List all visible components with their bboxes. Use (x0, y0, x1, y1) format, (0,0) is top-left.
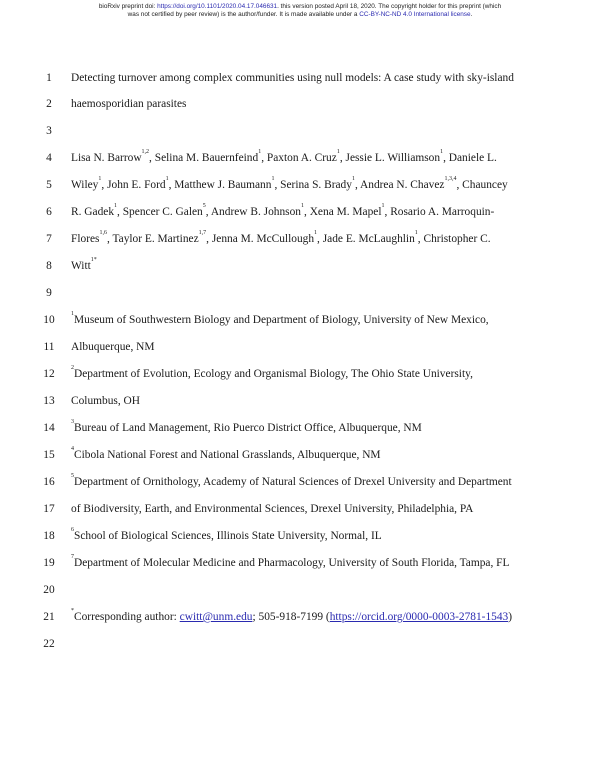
author-list-line-1: Lisa N. Barrow$^{1,2}$, Selina M. Bauernfeind$^1$, Paxton A. Cruz$^1$, Jessie L. Williamson$^1$, Daniele L. (71, 149, 497, 164)
line-number: 12 (43, 368, 55, 380)
header-license-prefix: was not certified by peer review) is the author/funder. It is made available under a (127, 11, 360, 19)
email-link[interactable]: cwitt@unm.edu (179, 611, 253, 623)
manuscript-line-14 (0, 420, 600, 436)
affiliation-6: $^6$School of Biological Sciences, Illinois State University, Normal, IL (71, 527, 382, 542)
line-number: 14 (43, 422, 55, 434)
manuscript-line-16 (0, 474, 600, 490)
manuscript-line-6 (0, 204, 600, 220)
license-link[interactable]: CC-BY-NC-ND 4.0 International license (359, 11, 471, 19)
doi-link[interactable]: https://doi.org/10.1101/2020.04.17.046631 (157, 3, 278, 10)
manuscript-line-22 (0, 636, 600, 652)
manuscript-line-8 (0, 258, 600, 274)
header-doi-prefix: bioRxiv preprint doi: (98, 3, 158, 10)
affiliation-1: $^1$Museum of Southwestern Biology and Department of Biology, University of New Mexico, (71, 311, 489, 326)
affiliation-2-cont: Columbus, OH (71, 395, 140, 407)
header-version-text: . this version posted April 18, 2020. The copyright holder for this preprint (which (277, 3, 502, 10)
line-number: 5 (46, 179, 52, 191)
line-number: 8 (46, 260, 52, 272)
affiliation-5-cont: of Biodiversity, Earth, and Environmental Sciences, Drexel University, Philadelphia, PA (71, 503, 474, 515)
author-list-line-3: R. Gadek$^1$, Spencer C. Galen$^5$, Andrew B. Johnson$^1$, Xena M. Mapel$^1$, Rosario A. Marroquin- (71, 203, 495, 218)
manuscript-line-15 (0, 447, 600, 463)
line-number: 19 (43, 557, 55, 569)
manuscript-line-5 (0, 177, 600, 193)
manuscript-line-3 (0, 123, 600, 139)
line-number: 1 (46, 72, 52, 84)
line-number: 2 (46, 98, 52, 110)
title-line-2: haemosporidian parasites (71, 98, 187, 110)
title-line-1: Detecting turnover among complex communities using null models: A case study with sky-island (71, 72, 514, 84)
line-number: 21 (43, 611, 55, 623)
affiliation-2: $^2$Department of Evolution, Ecology and Organismal Biology, The Ohio State University, (71, 365, 473, 380)
author-list-line-2: Wiley$^1$, John E. Ford$^1$, Matthew J. Baumann$^1$, Serina S. Brady$^1$, Andrea N. Chavez$^{1,3,4}$, Chauncey (71, 176, 508, 191)
line-number: 22 (43, 638, 55, 650)
line-number: 4 (46, 152, 52, 164)
manuscript-line-10 (0, 312, 600, 328)
line-number: 15 (43, 449, 55, 461)
line-number: 17 (43, 503, 55, 515)
line-number: 11 (43, 341, 55, 353)
manuscript-line-9 (0, 285, 600, 301)
manuscript-line-19 (0, 555, 600, 571)
header-line-2 (0, 11, 600, 19)
manuscript-line-7 (0, 231, 600, 247)
manuscript-line-20 (0, 582, 600, 598)
manuscript-line-18 (0, 528, 600, 544)
author-list-line-5: Witt$^{1*}$ (71, 257, 97, 272)
header-line-1 (0, 3, 600, 11)
affiliation-3: $^3$Bureau of Land Management, Rio Puerco District Office, Albuquerque, NM (71, 419, 422, 434)
line-number: 6 (46, 206, 52, 218)
line-number: 18 (43, 530, 55, 542)
line-number: 7 (46, 233, 52, 245)
affiliation-5: $^5$Department of Ornithology, Academy of Natural Sciences of Drexel University and Department (71, 473, 512, 488)
manuscript-line-12 (0, 366, 600, 382)
header-license-suffix: . (470, 11, 473, 19)
line-number: 9 (46, 287, 52, 299)
line-number: 20 (43, 584, 55, 596)
manuscript-line-1 (0, 70, 600, 86)
manuscript-line-2 (0, 96, 600, 112)
manuscript-line-11 (0, 339, 600, 355)
manuscript-line-17 (0, 501, 600, 517)
manuscript-line-4 (0, 150, 600, 166)
line-number: 3 (46, 125, 52, 137)
corresponding-author: *Corresponding author: cwitt@unm.edu; 505-918-7199 (https://orcid.org/0000-0003-2781-1543) (71, 608, 513, 623)
affiliation-1-cont: Albuquerque, NM (71, 341, 155, 353)
preprint-header (0, 3, 600, 19)
line-number: 13 (43, 395, 55, 407)
author-list-line-4: Flores$^{1,6}$, Taylor E. Martinez$^{1,7}$, Jenna M. McCullough$^1$, Jade E. McLaughlin$^1$, Christopher C. (71, 230, 491, 245)
affiliation-4: $^4$Cibola National Forest and National Grasslands, Albuquerque, NM (71, 446, 381, 461)
line-number: 10 (43, 314, 55, 326)
manuscript-line-21 (0, 609, 600, 625)
manuscript-line-13 (0, 393, 600, 409)
line-number: 16 (43, 476, 55, 488)
orcid-link[interactable]: https://orcid.org/0000-0003-2781-1543 (329, 611, 509, 623)
affiliation-7: $^7$Department of Molecular Medicine and Pharmacology, University of South Florida, Tampa, FL (71, 554, 510, 569)
